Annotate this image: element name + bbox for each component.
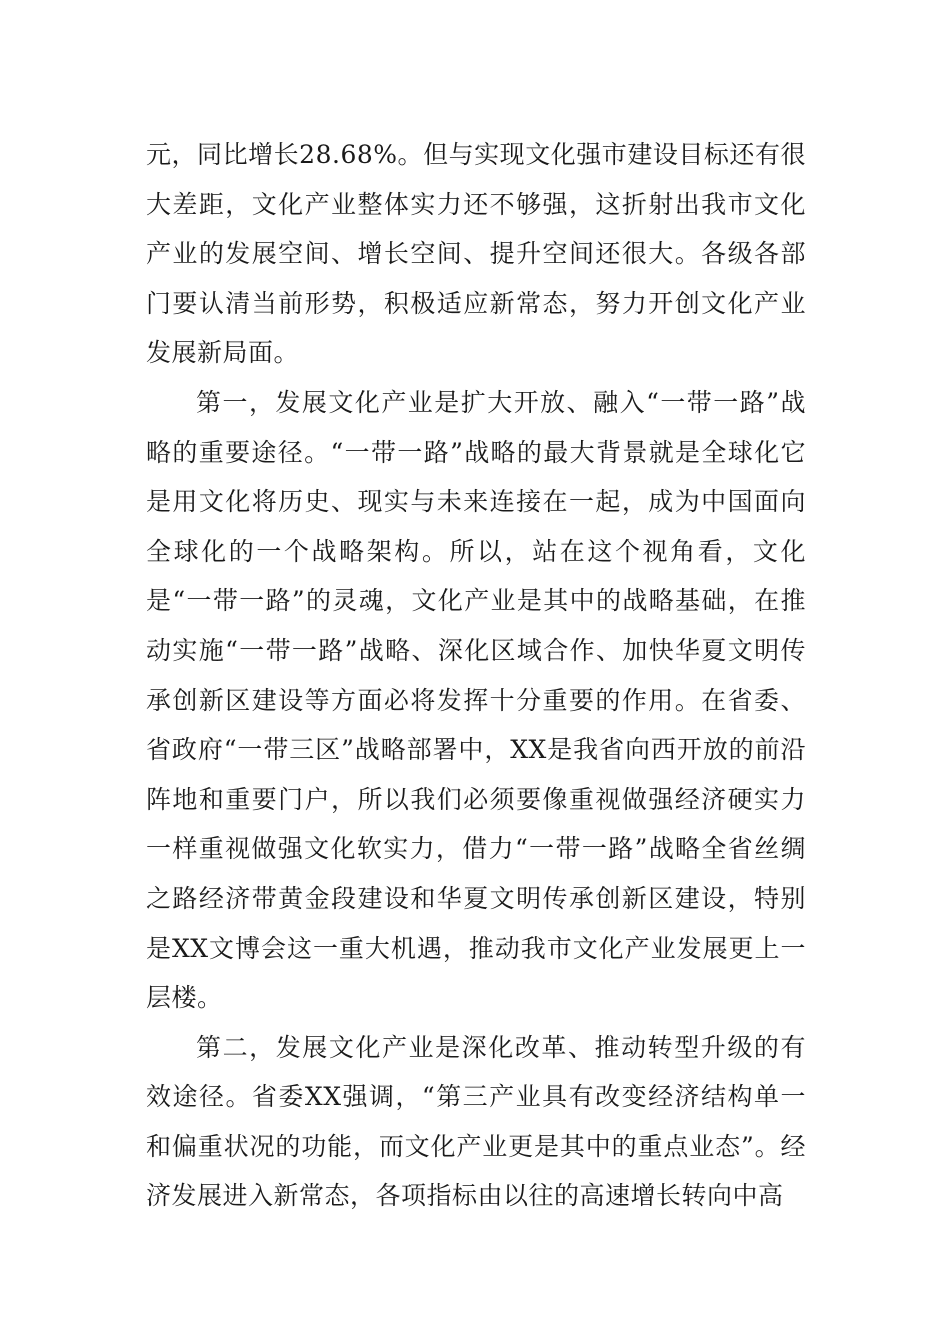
paragraph-3: 第二，发展文化产业是深化改革、推动转型升级的有效途径。省委XX强调，“第三产业具有改变经济结构单一和偏重状况的功能，而文化产业更是其中的重点业态”。经济发展进入新常态，各项指标由以往的高速增长转向中高	[146, 1032, 806, 1211]
paragraph-1: 元，同比增长28.68%。但与实现文化强市建设目标还有很大差距，文化产业整体实力还不够强，这折射出我市文化产业的发展空间、增长空间、提升空间还很大。各级各部门要认清当前形势，积极适应新常态，努力开创文化产业发展新局面。	[146, 140, 806, 368]
paragraph-2: 第一，发展文化产业是扩大开放、融入“一带一路”战略的重要途径。“一带一路”战略的最大背景就是全球化它是用文化将历史、现实与未来连接在一起，成为中国面向全球化的一个战略架构。所以，站在这个视角看，文化是“一带一路”的灵魂，文化产业是其中的战略基础，在推动实施“一带一路”战略、深化区域合作、加快华夏文明传承创新区建设等方面必将发挥十分重要的作用。在省委、省政府“一带三区”战略部署中，XX是我省向西开放的前沿阵地和重要门户，所以我们必须要像重视做强经济硬实力一样重视做强文化软实力，借力“一带一路”战略全省丝绸之路经济带黄金段建设和华夏文明传承创新区建设，特别是XX文博会这一重大机遇，推动我市文化产业发展更上一层楼。	[146, 387, 806, 1013]
body-text	[146, 130, 806, 1221]
